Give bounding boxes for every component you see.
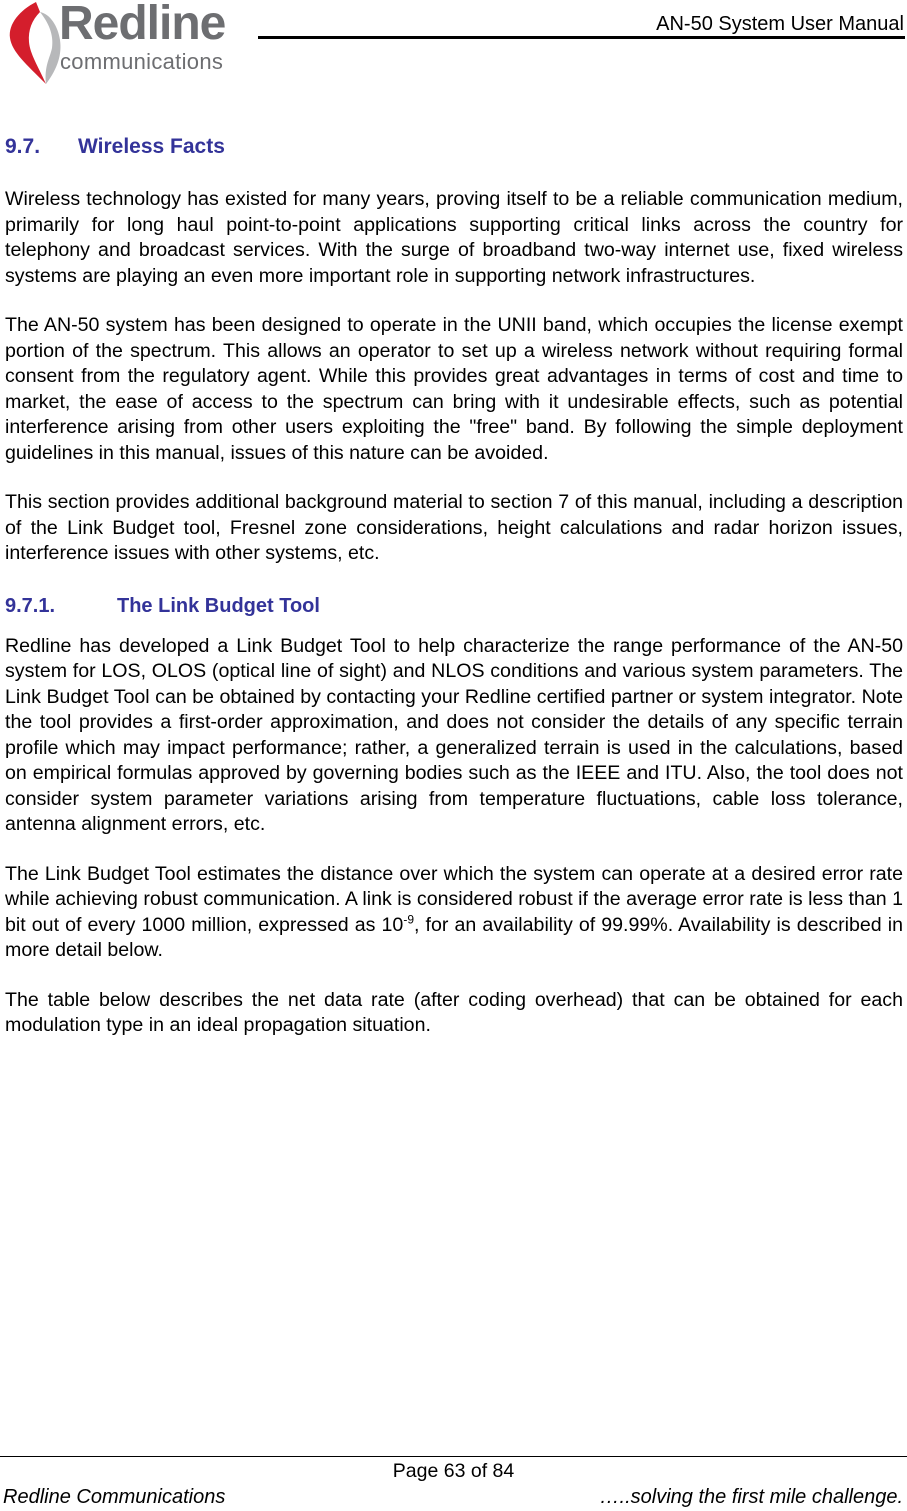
paragraph-link-budget-tool: Redline has developed a Link Budget Tool to help characterize the range performance of the AN-50 system for LOS, OLOS (optical line of sight) and NLOS conditions and various system parameters. The Link Budget Tool can be obtained by contacting your Redline certified partner or system integrator. Note the tool provides a first-order approximation, and does not consider the details of any specific terrain profile which may impact performance; rather, a generalized terrain is used in the calculations, based on empirical formulas approved by governing bodies such as the IEEE and ITU. Also, the tool does not consider system parameter variations arising from temperature fluctuations, cable loss tolerance, antenna alignment errors, etc. <box>5 634 903 835</box>
document-title: AN-50 System User Manual <box>656 13 904 35</box>
error-rate-exponent: -9 <box>403 911 414 926</box>
logo-wordmark: Redline <box>59 0 226 50</box>
redline-logo <box>2 0 252 86</box>
page-header <box>0 0 907 90</box>
footer-company: Redline Communications <box>3 1486 226 1508</box>
paragraph-unii-band: The AN-50 system has been designed to operate in the UNII band, which occupies the license exempt portion of the spectrum. This allows an operator to set up a wireless network without requiring formal consent from the regulatory agent. While this provides great advantages in terms of cost and time to market, the ease of access to the spectrum can bring with it undesirable effects, such as potential interference arising from other users exploiting the "free" band. By following the simple deployment guidelines in this manual, issues of this nature can be avoided. <box>5 314 903 464</box>
page-number: Page 63 of 84 <box>392 1460 515 1482</box>
footer-slogan: …..solving the first mile challenge. <box>599 1486 903 1508</box>
paragraph-section-overview: This section provides additional background material to section 7 of this manual, including a description of the Link Budget tool, Fresnel zone considerations, height calculations and radar horizon issues, interference issues with other systems, etc. <box>5 491 903 564</box>
paragraph-data-rate-intro: The table below describes the net data rate (after coding overhead) that can be obtained for each modulation type in an ideal propagation situation. <box>5 988 903 1036</box>
logo-subtitle: communications <box>60 49 224 74</box>
page-content <box>5 131 903 1063</box>
redline-logo-mark-icon <box>2 0 62 86</box>
paragraph-wireless-history: Wireless technology has existed for many years, proving itself to be a reliable communication medium, primarily for long haul point-to-point applications supporting critical links across the country for telephony and broadcast services. With the surge of broadband two-way internet use, fixed wireless systems are playing an even more important role in supporting network infrastructures. <box>5 188 903 287</box>
header-rule <box>258 36 905 39</box>
subsection-heading <box>5 591 903 621</box>
section-title: Wireless Facts <box>78 135 225 158</box>
section-heading <box>5 131 903 163</box>
subsection-number: 9.7.1. <box>5 594 56 617</box>
paragraph-error-rate <box>5 862 903 964</box>
footer-rule <box>0 1456 907 1457</box>
subsection-title: The Link Budget Tool <box>117 594 320 617</box>
error-rate-text-start: The Link Budget Tool estimates the distance over which the system can operate at a desired error rate while achieving robust communication. A link is considered robust if the average error rate is less than 1 bit out of every 1000 million, expressed as 10 <box>5 862 903 936</box>
section-number: 9.7. <box>5 135 41 158</box>
error-rate-text-end: , for an availability of 99.99%. Availability is described in more detail below. <box>5 913 903 961</box>
